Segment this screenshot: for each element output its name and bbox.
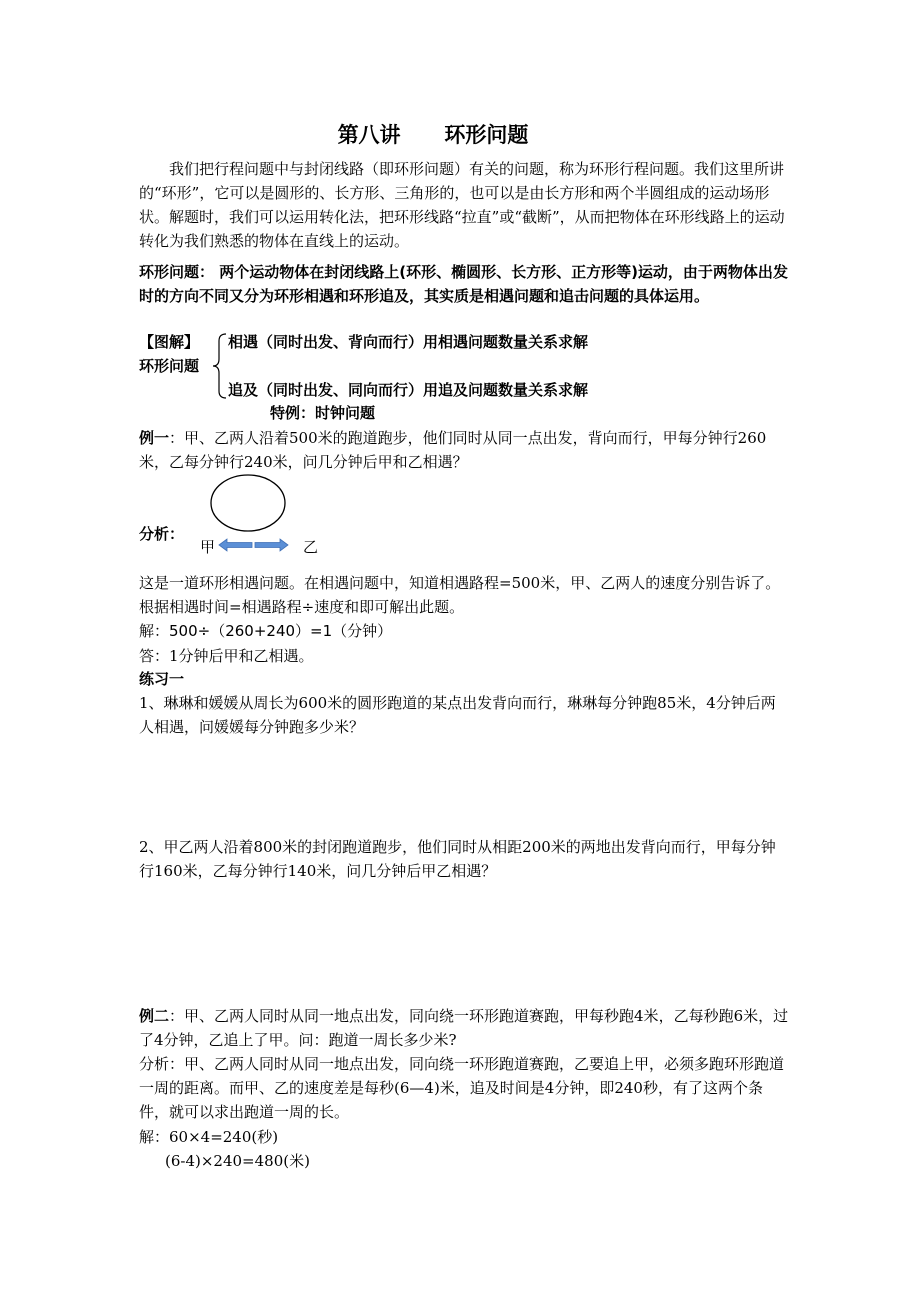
- example2-label: 例二: [139, 1007, 170, 1025]
- example2-question: [139, 1004, 789, 1052]
- example1-question-text: ：甲、乙两人沿着500米的跑道跑步，他们同时从同一点出发，背向而行，甲每分钟行260米，乙每分钟行240米，问几分钟后甲和乙相遇？: [139, 429, 767, 471]
- brace-icon: [212, 333, 228, 399]
- example1-solution: [139, 619, 392, 643]
- exercise-item-1: 1、琳琳和媛媛从周长为600米的圆形跑道的某点出发背向而行，琳琳每分钟跑85米，4分钟后两人相遇，问媛媛每分钟跑多少米？: [139, 694, 776, 736]
- solution-prefix: 解：: [139, 622, 170, 640]
- example2-question-text: ：甲、乙两人同时从同一地点出发，同向绕一环形跑道赛跑，甲每秒跑4米，乙每秒跑6米，过了4分钟，乙追上了甲。问：跑道一周长多少米?: [139, 1007, 789, 1049]
- example1-answer: 答：1分钟后甲和乙相遇。: [139, 647, 314, 665]
- diagram-special-case: 特例：时钟问题: [270, 404, 376, 422]
- example1-analysis-label: 分析：: [139, 525, 185, 543]
- example2-solution-line-1: 解：60×4=240(秒): [139, 1128, 279, 1146]
- arrow-left-icon: [218, 538, 253, 552]
- person-a-label: 甲: [200, 538, 216, 556]
- intro-paragraph: 我们把行程问题中与封闭线路（即环形问题）有关的问题，称为环形行程问题。我们这里所讲的“环形”，它可以是圆形的、长方形、三角形的，也可以是由长方形和两个半圆组成的运动场形状。解题时，我们可以运用转化法，把环形线路“拉直”或“截断”，从而把物体在环形线路上的运动转化为我们熟悉的物体在直线上的运动。: [139, 160, 785, 250]
- diagram-branch-meet: 相遇（同时出发、背向而行）用相遇问题数量关系求解: [228, 333, 589, 351]
- person-b-label: 乙: [303, 538, 319, 556]
- example1-question: [139, 426, 789, 474]
- solution-expression: 500÷（260+240）=1: [169, 622, 333, 640]
- definition-paragraph: 环形问题： 两个运动物体在封闭线路上(环形、椭圆形、长方形、正方形等)运动，由于两物体出发时的方向不同又分为环形相遇和环形追及，其实质是相遇问题和追击问题的具体运用。: [139, 263, 788, 305]
- diagram-label: 【图解】: [139, 333, 200, 351]
- exercise-title: 练习一: [139, 670, 185, 688]
- diagram-branch-chase: 追及（同时出发、同向而行）用追及问题数量关系求解: [228, 381, 589, 399]
- example1-analysis: 这是一道环形相遇问题。在相遇问题中，知道相遇路程=500米，甲、乙两人的速度分别告诉了。根据相遇时间=相遇路程÷速度和即可解出此题。: [139, 574, 781, 616]
- arrow-right-icon: [254, 538, 289, 552]
- track-ellipse: [209, 474, 289, 534]
- page-title: 第八讲 环形问题: [337, 123, 529, 147]
- example2-analysis: 分析：甲、乙两人同时从同一地点出发，同向绕一环形跑道赛跑，乙要追上甲，必须多跑环形跑道一周的距离。而甲、乙的速度差是每秒(6—4)米，追及时间是4分钟，即240秒，有了这两个条件，就可以求出跑道一周的长。: [139, 1055, 785, 1121]
- solution-unit: （分钟）: [332, 622, 393, 640]
- exercise-item-2: 2、甲乙两人沿着800米的封闭跑道跑步，他们同时从相距200米的两地出发背向而行，甲每分钟行160米，乙每分钟行140米，问几分钟后甲乙相遇？: [139, 838, 776, 880]
- diagram-root: 环形问题: [139, 357, 200, 375]
- example2-solution-line-2: (6-4)×240=480(米): [165, 1152, 310, 1170]
- example1-label: 例一: [139, 429, 170, 447]
